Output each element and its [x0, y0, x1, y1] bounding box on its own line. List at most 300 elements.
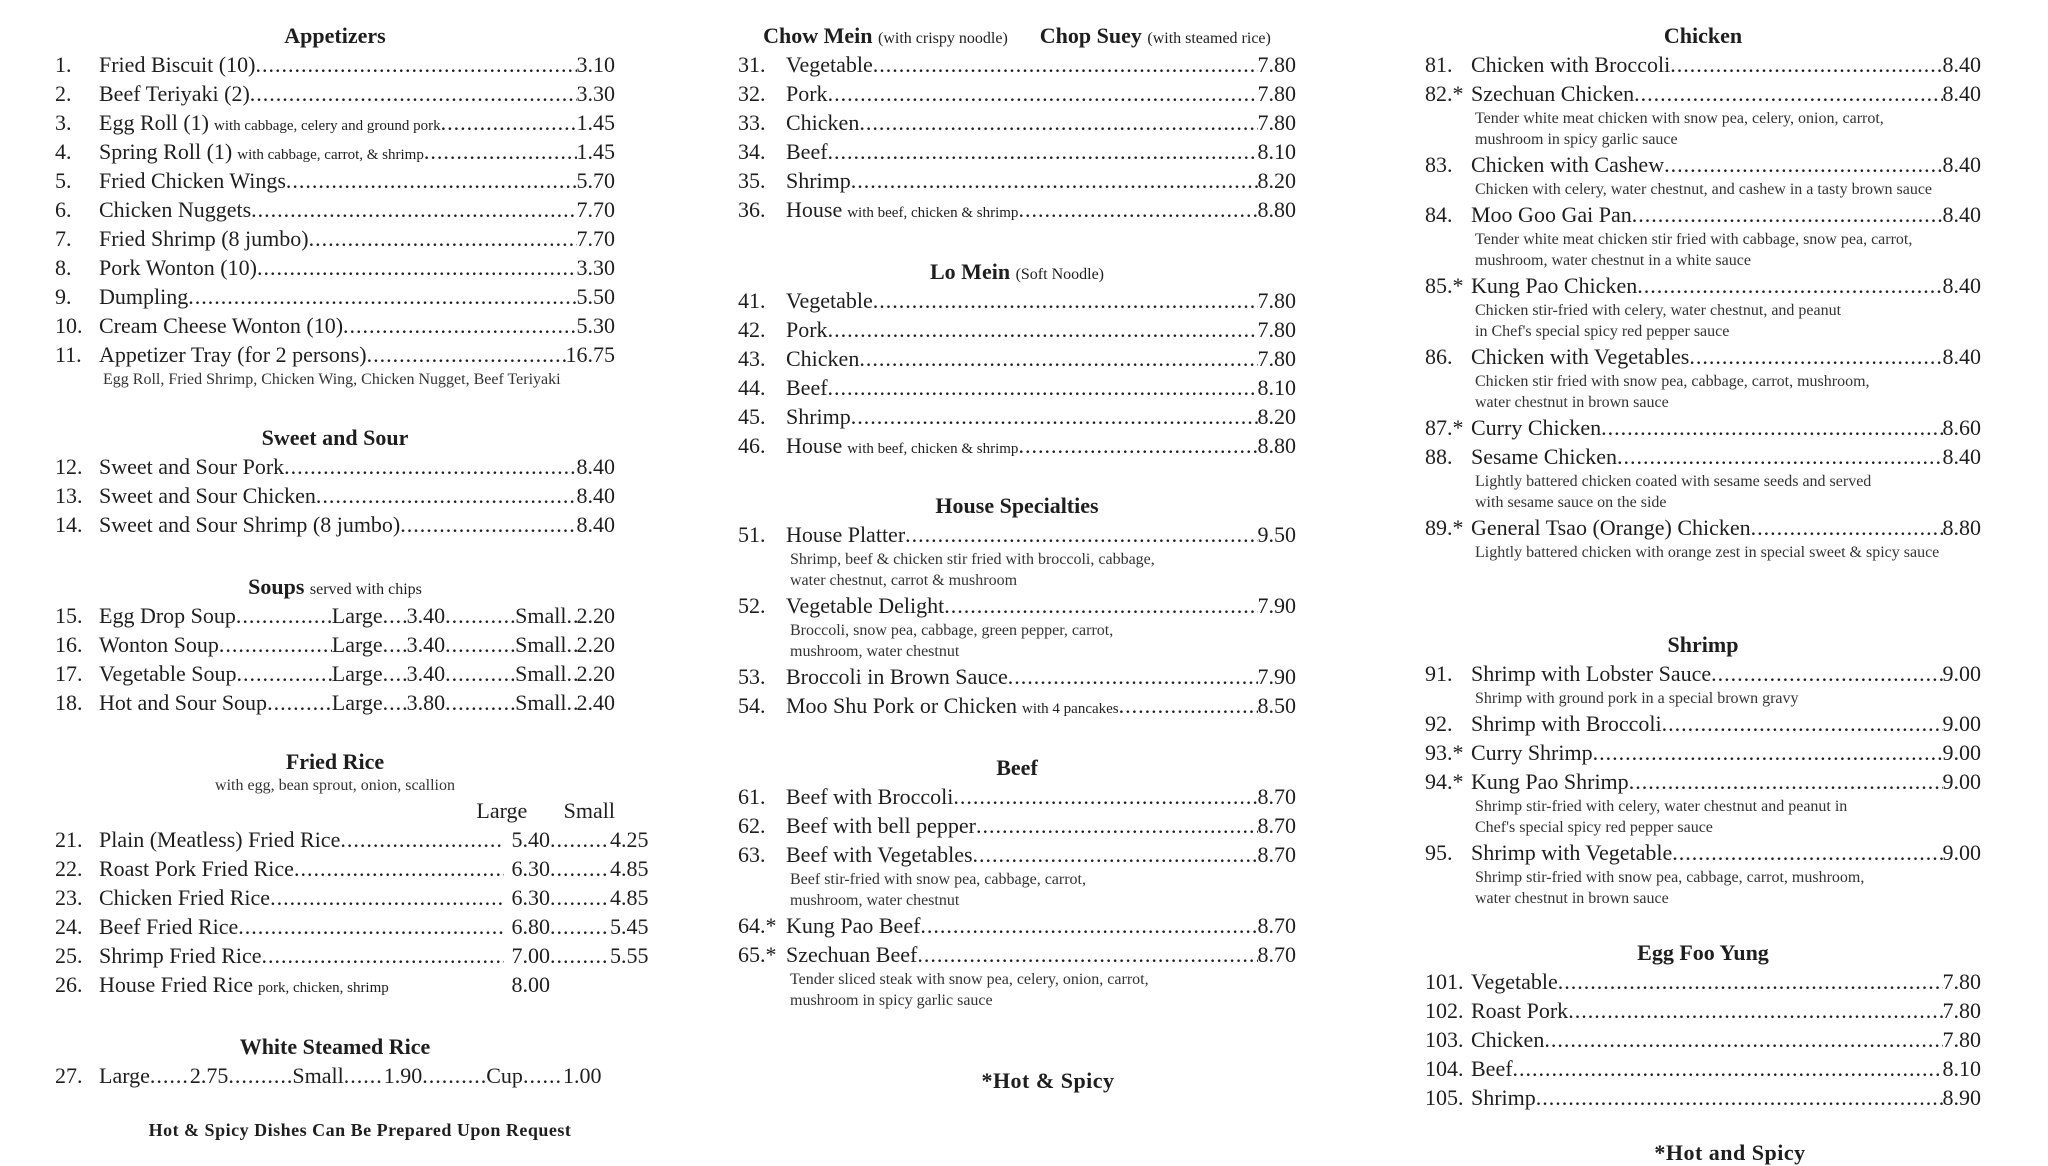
- dot-leader: [1513, 1054, 1943, 1083]
- column-footer: *Hot and Spicy: [1654, 1140, 1806, 1165]
- item-price: 8.70: [1257, 842, 1296, 867]
- menu-item[interactable]: [738, 137, 1296, 166]
- item-description: Tender sliced steak with snow pea, celery, onion, carrot,: [790, 971, 1149, 988]
- menu-item[interactable]: [738, 591, 1296, 620]
- section-title: [55, 748, 615, 776]
- item-number: 18.: [55, 690, 83, 715]
- item-name: Fried Chicken Wings: [99, 168, 286, 193]
- menu-section: [1425, 939, 1981, 1112]
- item-note: pork, chicken, shrimp: [257, 980, 389, 996]
- item-name: Appetizer Tray (for 2 persons): [99, 342, 367, 367]
- section-title: [55, 424, 615, 452]
- small-price: 2.20: [576, 632, 615, 657]
- dot-leader: [1601, 413, 1942, 442]
- item-name: General Tsao (Orange) Chicken: [1471, 515, 1751, 540]
- item-price: 8.40: [1942, 202, 1981, 227]
- menu-item[interactable]: [738, 520, 1296, 549]
- menu-item[interactable]: [55, 1061, 620, 1090]
- item-number: 62.: [738, 813, 766, 838]
- dot-leader: [383, 688, 407, 717]
- item-number: 101.: [1425, 969, 1464, 994]
- menu-item[interactable]: [55, 970, 660, 999]
- menu-item[interactable]: [1425, 200, 1981, 229]
- item-number: 1.: [55, 52, 72, 77]
- menu-section: [1425, 631, 1981, 909]
- item-note: with cabbage, celery and ground pork: [214, 118, 441, 134]
- item-name: Beef: [786, 139, 828, 164]
- section-title-note: (with steamed rice): [1147, 30, 1271, 47]
- section-title-note: served with chips: [309, 581, 422, 598]
- menu-item[interactable]: [738, 431, 1296, 460]
- option-label: Cup: [486, 1063, 523, 1088]
- menu-item[interactable]: [1425, 767, 1981, 796]
- dot-leader: [828, 137, 1258, 166]
- menu-item[interactable]: [1425, 1083, 1981, 1112]
- dot-leader: [944, 591, 1257, 620]
- menu-item[interactable]: [55, 452, 615, 481]
- item-number: 61.: [738, 784, 766, 809]
- item-number: 102.: [1425, 998, 1464, 1023]
- item-price: 7.80: [1257, 52, 1296, 77]
- large-price: 8.00: [511, 972, 550, 997]
- large-price: 3.40: [406, 603, 446, 628]
- menu-item[interactable]: [55, 340, 615, 369]
- dot-leader: [851, 166, 1258, 195]
- section-title-text: Appetizers: [284, 23, 386, 48]
- item-number: 25.: [55, 943, 83, 968]
- menu-item[interactable]: [738, 782, 1296, 811]
- item-price: 7.80: [1257, 110, 1296, 135]
- item-price: 3.30: [576, 255, 615, 280]
- menu-item[interactable]: [55, 688, 615, 717]
- item-price: 8.40: [1942, 81, 1981, 106]
- item-number: 81.: [1425, 52, 1453, 77]
- large-price: 6.80: [511, 914, 550, 939]
- item-number: 89.*: [1425, 515, 1464, 540]
- dot-leader: [294, 854, 504, 883]
- menu-item[interactable]: [738, 811, 1296, 840]
- item-description: Tender white meat chicken stir fried with cabbage, snow pea, carrot,: [1475, 231, 1913, 248]
- item-name: Chicken: [786, 346, 860, 371]
- section-title: [738, 492, 1296, 520]
- item-name: Shrimp: [786, 168, 851, 193]
- item-name: Spring Roll (1): [99, 139, 233, 164]
- menu-item[interactable]: [55, 883, 660, 912]
- item-name: Cream Cheese Wonton (10): [99, 313, 344, 338]
- dot-leader: [567, 659, 577, 688]
- menu-item[interactable]: [55, 601, 615, 630]
- section-title-part: [262, 425, 409, 450]
- dot-leader: [424, 137, 577, 166]
- item-name: House: [786, 433, 843, 458]
- menu-item[interactable]: [1425, 967, 1981, 996]
- menu-section: [738, 258, 1296, 460]
- item-name: Beef: [786, 375, 828, 400]
- item-number: 44.: [738, 375, 766, 400]
- dot-leader: [828, 373, 1258, 402]
- menu-item[interactable]: [55, 854, 660, 883]
- item-number: 2.: [55, 81, 72, 106]
- dot-leader: [828, 79, 1258, 108]
- item-name: Chicken Fried Rice: [99, 885, 271, 910]
- menu-item[interactable]: [55, 825, 660, 854]
- dot-leader: [917, 940, 1257, 969]
- dot-leader: [905, 520, 1257, 549]
- menu-item[interactable]: [55, 253, 615, 282]
- dot-leader: [383, 601, 407, 630]
- menu-item[interactable]: [738, 315, 1296, 344]
- item-name: Pork Wonton (10): [99, 255, 257, 280]
- menu-item[interactable]: [1425, 413, 1981, 442]
- menu-item[interactable]: [55, 481, 615, 510]
- item-description: mushroom in spicy garlic sauce: [790, 992, 993, 1009]
- item-name: Vegetable: [786, 288, 873, 313]
- menu-item[interactable]: [55, 630, 615, 659]
- item-number: 85.*: [1425, 273, 1464, 298]
- menu-item[interactable]: [55, 311, 615, 340]
- item-description: Tender white meat chicken with snow pea, celery, onion, carrot,: [1475, 110, 1884, 127]
- dot-leader: [238, 912, 503, 941]
- item-price: 8.10: [1942, 1056, 1981, 1081]
- menu-item[interactable]: [1425, 1025, 1981, 1054]
- item-price: 8.70: [1257, 784, 1296, 809]
- menu-item[interactable]: [55, 941, 660, 970]
- item-number: 15.: [55, 603, 83, 628]
- item-name: Kung Pao Chicken: [1471, 273, 1638, 298]
- item-description: mushroom, water chestnut: [790, 892, 960, 909]
- large-label: Large: [331, 661, 383, 686]
- item-number: 7.: [55, 226, 72, 251]
- menu-item[interactable]: [55, 195, 615, 224]
- menu-item[interactable]: [738, 50, 1296, 79]
- menu-item[interactable]: [1425, 150, 1981, 179]
- menu-section: [55, 1033, 615, 1090]
- menu-item[interactable]: [738, 940, 1296, 969]
- menu-item[interactable]: [738, 691, 1296, 720]
- menu-item[interactable]: [738, 344, 1296, 373]
- small-price: 4.85: [610, 885, 649, 910]
- item-price: 7.80: [1257, 317, 1296, 342]
- item-note: with 4 pancakes: [1022, 701, 1119, 717]
- menu-item[interactable]: [738, 373, 1296, 402]
- item-number: 103.: [1425, 1027, 1464, 1052]
- dot-leader: [1568, 996, 1942, 1025]
- section-title: [1425, 939, 1981, 967]
- menu-item[interactable]: [55, 137, 615, 166]
- menu-item[interactable]: [1425, 996, 1981, 1025]
- option-label: Small: [292, 1063, 344, 1088]
- dot-leader: [316, 481, 577, 510]
- item-name: Pork: [786, 317, 828, 342]
- item-name: Vegetable Soup: [99, 661, 237, 686]
- section-title-part: [763, 23, 1008, 48]
- dot-leader: [567, 688, 577, 717]
- dot-leader: [1018, 431, 1257, 460]
- section-title-part: [1668, 632, 1739, 657]
- item-number: 93.*: [1425, 740, 1464, 765]
- dot-leader: [309, 224, 577, 253]
- item-price: 7.80: [1257, 288, 1296, 313]
- menu-item[interactable]: [1425, 513, 1981, 542]
- item-price: 8.80: [1257, 433, 1296, 458]
- menu-item[interactable]: [738, 108, 1296, 137]
- section-title-part: [248, 574, 422, 599]
- small-price: 2.40: [576, 690, 615, 715]
- item-price: 7.90: [1257, 664, 1296, 689]
- item-name: Moo Goo Gai Pan: [1471, 202, 1632, 227]
- section-subtitle: with egg, bean sprout, onion, scallion: [215, 777, 455, 794]
- dot-leader: [550, 854, 610, 883]
- item-number: 23.: [55, 885, 83, 910]
- item-price: 8.70: [1257, 942, 1296, 967]
- dot-leader: [859, 344, 1257, 373]
- dot-leader: [1689, 342, 1942, 371]
- item-number: 17.: [55, 661, 83, 686]
- item-name: Hot and Sour Soup: [99, 690, 268, 715]
- item-name: Beef Teriyaki (2): [99, 81, 250, 106]
- section-title-part: [286, 749, 384, 774]
- item-name: Curry Chicken: [1471, 415, 1602, 440]
- menu-item[interactable]: [1425, 342, 1981, 371]
- item-number: 35.: [738, 168, 766, 193]
- menu-item[interactable]: [738, 911, 1296, 940]
- item-name: Roast Pork Fried Rice: [99, 856, 294, 881]
- section-title: [55, 573, 615, 601]
- item-number: 51.: [738, 522, 766, 547]
- item-description: Chicken stir-fried with celery, water chestnut, and peanut: [1475, 302, 1842, 319]
- dot-leader: [1751, 513, 1943, 542]
- menu-item[interactable]: [55, 282, 615, 311]
- dot-leader: [550, 825, 610, 854]
- menu-item[interactable]: [1425, 738, 1981, 767]
- menu-item[interactable]: [738, 166, 1296, 195]
- item-name: Sesame Chicken: [1471, 444, 1618, 469]
- large-label: Large: [331, 632, 383, 657]
- item-price: 3.30: [576, 81, 615, 106]
- menu-item[interactable]: [738, 662, 1296, 691]
- item-name: Beef Fried Rice: [99, 914, 239, 939]
- section-title: [738, 258, 1296, 286]
- menu-item[interactable]: [1425, 838, 1981, 867]
- dot-leader: [400, 510, 576, 539]
- dot-leader: [920, 911, 1257, 940]
- menu-item[interactable]: [738, 286, 1296, 315]
- item-price: 8.10: [1257, 139, 1296, 164]
- menu-item[interactable]: [738, 195, 1296, 224]
- item-price: 9.50: [1257, 522, 1296, 547]
- item-number: 21.: [55, 827, 83, 852]
- item-number: 43.: [738, 346, 766, 371]
- dot-leader: [383, 630, 407, 659]
- dot-leader: [445, 688, 515, 717]
- item-price: 9.00: [1942, 711, 1981, 736]
- item-name: Vegetable Delight: [786, 593, 945, 618]
- column-headers: [55, 796, 615, 825]
- item-name: Shrimp with Lobster Sauce: [1471, 661, 1712, 686]
- menu-item[interactable]: [1425, 79, 1981, 108]
- item-description: Beef stir-fried with snow pea, cabbage, carrot,: [790, 871, 1086, 888]
- column-header-large: Large: [476, 798, 528, 823]
- dot-leader: [1008, 662, 1258, 691]
- item-name: Fried Biscuit (10): [99, 52, 256, 77]
- item-price: 7.80: [1942, 969, 1981, 994]
- menu-item[interactable]: [55, 108, 615, 137]
- item-name: Curry Shrimp: [1471, 740, 1593, 765]
- item-price: 8.40: [576, 483, 615, 508]
- item-description: Shrimp with ground pork in a special brown gravy: [1475, 690, 1799, 707]
- item-price: 8.60: [1942, 415, 1981, 440]
- dot-leader: [1670, 50, 1942, 79]
- menu-item[interactable]: [738, 79, 1296, 108]
- item-number: 14.: [55, 512, 83, 537]
- item-price: 3.10: [576, 52, 615, 77]
- menu-item[interactable]: [1425, 271, 1981, 300]
- item-name: Szechuan Beef: [786, 942, 918, 967]
- item-name: Beef: [1471, 1056, 1513, 1081]
- dot-leader: [550, 912, 610, 941]
- dot-leader: [251, 195, 576, 224]
- dot-leader: [344, 1061, 384, 1090]
- section-title-text: Soups: [248, 574, 305, 599]
- item-name: Dumpling: [99, 284, 189, 309]
- small-price: 5.55: [610, 943, 649, 968]
- column-footer: Hot & Spicy Dishes Can Be Prepared Upon Request: [148, 1120, 572, 1140]
- item-description: Shrimp, beef & chicken stir fried with broccoli, cabbage,: [790, 551, 1155, 568]
- menu-item[interactable]: [55, 79, 615, 108]
- item-name: Shrimp: [786, 404, 851, 429]
- menu-item[interactable]: [738, 402, 1296, 431]
- item-name: Chicken with Broccoli: [1471, 52, 1671, 77]
- item-number: 105.: [1425, 1085, 1464, 1110]
- dot-leader: [1558, 967, 1943, 996]
- item-name: Chicken: [786, 110, 860, 135]
- section-title-part: [284, 23, 385, 48]
- item-number: 65.*: [738, 942, 777, 967]
- item-number: 11.: [55, 342, 82, 367]
- dot-leader: [1711, 659, 1942, 688]
- menu-item[interactable]: [1425, 1054, 1981, 1083]
- large-price: 6.30: [511, 885, 550, 910]
- item-price: 8.70: [1257, 813, 1296, 838]
- large-price: 6.30: [511, 856, 550, 881]
- item-price: 9.00: [1942, 661, 1981, 686]
- item-price: 5.30: [576, 313, 615, 338]
- item-number: 83.: [1425, 152, 1453, 177]
- item-description: with sesame sauce on the side: [1475, 494, 1667, 511]
- item-name: Shrimp with Broccoli: [1471, 711, 1662, 736]
- item-price: 8.40: [576, 454, 615, 479]
- item-price: 16.75: [565, 342, 615, 367]
- menu-section: [738, 754, 1296, 1011]
- item-description: Broccoli, snow pea, cabbage, green pepper, carrot,: [790, 622, 1114, 639]
- dot-leader: [383, 659, 407, 688]
- dot-leader: [550, 941, 610, 970]
- item-price: 8.90: [1942, 1085, 1981, 1110]
- dot-leader: [343, 311, 576, 340]
- dot-leader: [236, 601, 332, 630]
- menu-item[interactable]: [1425, 659, 1981, 688]
- menu-item[interactable]: [55, 224, 615, 253]
- item-price: 8.40: [1942, 152, 1981, 177]
- item-number: 63.: [738, 842, 766, 867]
- section-title-text: White Steamed Rice: [239, 1034, 431, 1059]
- item-number: 42.: [738, 317, 766, 342]
- item-price: 7.80: [1257, 346, 1296, 371]
- small-price: 4.25: [610, 827, 649, 852]
- item-number: 10.: [55, 313, 83, 338]
- item-price: 8.50: [1257, 693, 1296, 718]
- item-price: 7.80: [1257, 81, 1296, 106]
- menu-item[interactable]: [1425, 709, 1981, 738]
- item-name: Moo Shu Pork or Chicken: [786, 693, 1017, 718]
- item-price: 9.00: [1942, 840, 1981, 865]
- dot-leader: [1672, 838, 1942, 867]
- dot-leader: [422, 1061, 486, 1090]
- section-title-text: Egg Foo Yung: [1637, 940, 1769, 965]
- item-name: Wonton Soup: [99, 632, 219, 657]
- section-title: [55, 1033, 615, 1061]
- item-name: Broccoli in Brown Sauce: [786, 664, 1008, 689]
- dot-leader: [567, 630, 577, 659]
- item-name: Chicken with Vegetables: [1471, 344, 1690, 369]
- menu-item[interactable]: [55, 166, 615, 195]
- item-number: 4.: [55, 139, 72, 164]
- section-title-text: Lo Mein: [930, 259, 1011, 284]
- section-title: [1425, 631, 1981, 659]
- option-price: 2.75: [189, 1063, 229, 1088]
- dot-leader: [1544, 1025, 1942, 1054]
- large-price: 5.40: [511, 827, 550, 852]
- menu-item[interactable]: [738, 840, 1296, 869]
- item-note: with beef, chicken & shrimp: [847, 205, 1019, 221]
- item-number: 92.: [1425, 711, 1453, 736]
- menu-item[interactable]: [55, 912, 660, 941]
- item-number: 16.: [55, 632, 83, 657]
- item-description: Lightly battered chicken with orange zest in special sweet & spicy sauce: [1475, 544, 1940, 561]
- dot-leader: [828, 315, 1258, 344]
- small-price: 2.20: [576, 661, 615, 686]
- dot-leader: [340, 825, 503, 854]
- menu-item[interactable]: [55, 510, 615, 539]
- menu-item[interactable]: [55, 50, 615, 79]
- item-name: Szechuan Chicken: [1471, 81, 1635, 106]
- item-number: 26.: [55, 972, 83, 997]
- item-number: 86.: [1425, 344, 1453, 369]
- item-price: 8.80: [1942, 515, 1981, 540]
- item-number: 31.: [738, 52, 766, 77]
- small-label: Small: [515, 661, 567, 686]
- item-price: 8.40: [1942, 444, 1981, 469]
- item-number: 94.*: [1425, 769, 1464, 794]
- item-description: Chicken with celery, water chestnut, and cashew in a tasty brown sauce: [1475, 181, 1933, 198]
- item-number: 45.: [738, 404, 766, 429]
- item-number: 27.: [55, 1063, 83, 1088]
- dot-leader: [976, 811, 1258, 840]
- dot-leader: [1018, 195, 1257, 224]
- dot-leader: [953, 782, 1257, 811]
- item-name: Beef with bell pepper: [786, 813, 976, 838]
- item-name: Sweet and Sour Pork: [99, 454, 285, 479]
- item-price: 8.10: [1257, 375, 1296, 400]
- menu-item[interactable]: [1425, 442, 1981, 471]
- item-price: 8.40: [576, 512, 615, 537]
- menu-item[interactable]: [1425, 50, 1981, 79]
- section-title-part: [996, 755, 1038, 780]
- section-title-text: Shrimp: [1667, 632, 1739, 657]
- item-price: 8.20: [1257, 404, 1296, 429]
- menu-item[interactable]: [55, 659, 615, 688]
- item-number: 95.: [1425, 840, 1453, 865]
